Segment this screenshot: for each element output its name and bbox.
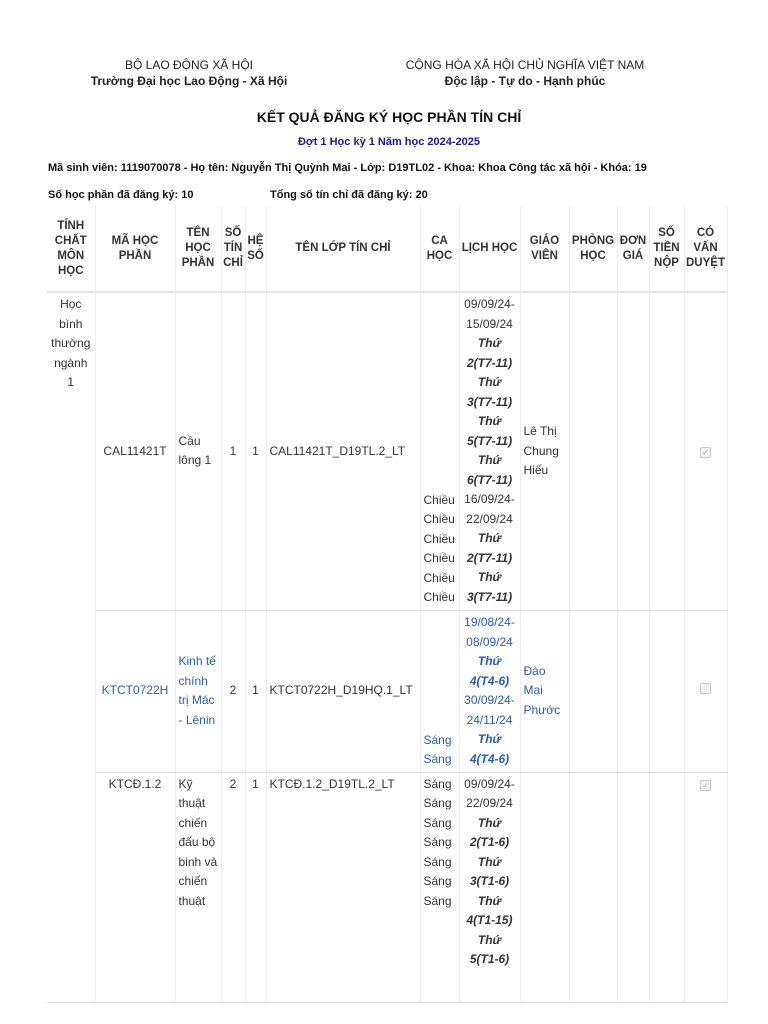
col-class: TÊN LỚP TÍN CHỈ [266,206,420,292]
course-code: CAL11421T [95,292,175,610]
schedule-line: 15/09/24 [466,316,513,331]
shift-item: Chiều [423,551,455,565]
schedule-line: 2(T1-6) [469,835,510,849]
nature-group-cell: Học bình thường ngành 1 [47,292,95,1002]
col-paid: SỐ TIỀN NỘP [649,206,684,292]
shift-item: Chiều [423,512,455,526]
shift-item: Chiều [423,531,455,546]
page-title: KẾT QUẢ ĐĂNG KÝ HỌC PHẦN TÍN CHỈ [256,109,522,125]
col-nature: TÍNH CHẤT MÔN HỌC [47,206,95,292]
university-name: Trường Đại học Lao Động - Xã Hội [90,74,288,88]
shift-cell [420,772,459,1002]
teacher-name [520,772,569,1002]
col-approved: CÓ VẤN DUYỆT [684,206,727,292]
ministry-header [76,58,302,90]
table-header-row [47,206,727,292]
country-header [384,58,666,90]
schedule-line: 4(T1-15) [466,913,513,927]
schedule-line: 5(T1-6) [469,952,510,966]
schedule-line: 2(T7-11) [466,550,513,565]
schedule-line: 22/09/24 [466,796,513,810]
schedule-cell [459,610,520,772]
shift-item: Sáng [423,732,452,747]
schedule-line: 08/09/24 [466,634,513,649]
paid-cell [649,772,684,1002]
schedule-line: 16/09/24- [464,492,515,507]
schedule-line: Thứ [477,732,502,746]
shift-cell [420,292,459,610]
page-subtitle: Đợt 1 Học kỳ 1 Năm học 2024-2025 [297,136,481,148]
col-name: TÊN HỌC PHẦN [175,206,221,292]
approved-cell [684,772,727,1002]
paid-cell [649,292,684,610]
class-name: KTCĐ.1.2_D19TL.2_LT [266,772,420,1002]
shift-item: Sáng [423,835,452,849]
price-cell [617,610,649,772]
schedule-line: Thứ [477,531,502,546]
schedule-line: 24/11/24 [466,712,513,727]
course-name: Cầu lông 1 [175,292,221,610]
schedule-line: Thứ [477,336,502,351]
schedule-line: Thứ [477,375,502,390]
schedule-line: 4(T4-6) [469,751,510,766]
price-cell [617,772,649,1002]
room-cell [569,772,617,1002]
room-cell [569,292,617,610]
paid-cell [649,610,684,772]
country-name: CỘNG HÒA XÃ HỘI CHỦ NGHĨA VIỆT NAM [405,58,645,72]
schedule-line: 09/09/24- [464,776,515,791]
shift-item: Chiều [423,570,455,585]
schedule-line: 19/08/24- [464,615,515,629]
schedule-line: Thứ [477,570,502,585]
price-cell [617,292,649,610]
course-credits: 2 [221,772,245,1002]
approved-checkbox[interactable]: ✓ [700,780,711,791]
schedule-line: Thứ [477,893,502,908]
col-shift: CA HỌC [420,206,459,292]
shift-item: Sáng [423,874,452,888]
schedule-line: 30/09/24- [464,693,515,707]
schedule-line: 6(T7-11) [466,472,513,487]
table-row [47,772,727,1002]
shift-cell [420,610,459,772]
registered-courses-count: Số học phần đã đăng ký: 10 [48,189,194,201]
class-name: CAL11421T_D19TL.2_LT [266,292,420,610]
schedule-line: 3(T7-11) [466,394,513,409]
course-credits: 1 [221,292,245,610]
shift-item: Sáng [423,752,452,766]
schedule-cell [459,772,520,1002]
room-cell [569,610,617,772]
ministry-name: BỘ LAO ĐỘNG XÃ HỘI [124,58,254,72]
col-teacher: GIÁO VIÊN [520,206,569,292]
course-name[interactable]: Kinh tế chính trị Mác - Lênin [175,610,221,772]
approved-cell [684,292,727,610]
course-coef: 1 [245,292,266,610]
schedule-line: Thứ [477,453,502,468]
course-code: KTCĐ.1.2 [95,772,175,1002]
course-name: Kỹ thuật chiến đấu bộ binh và chiến thuật [175,772,221,1002]
col-price: ĐƠN GIÁ [617,206,649,292]
schedule-line: Thứ [477,932,502,947]
teacher-name: Lê Thị Chung Hiếu [520,292,569,610]
registration-counts [48,189,428,201]
shift-item: Sáng [423,815,452,830]
table-row [47,610,727,772]
schedule-line: 22/09/24 [466,511,513,526]
course-coef: 1 [245,610,266,772]
total-credits-count: Tổng số tín chỉ đã đăng ký: 20 [270,189,428,201]
schedule-line: Thứ [477,815,502,830]
schedule-line: 09/09/24- [464,297,515,312]
shift-item: Sáng [423,776,452,791]
table-row [47,292,727,610]
approved-checkbox[interactable] [700,683,711,694]
schedule-line: Thứ [477,854,502,869]
shift-item: Sáng [423,893,452,908]
registration-table [47,206,728,1003]
schedule-cell [459,292,520,610]
col-coef: HỆ SỐ [245,206,266,292]
col-room: PHÒNG HỌC [569,206,617,292]
schedule-line: 3(T7-11) [466,589,513,604]
teacher-name: Đào Mai Phước [520,610,569,772]
schedule-line: 5(T7-11) [466,433,513,448]
shift-item: Chiều [423,492,455,507]
schedule-line: Thứ [477,654,502,668]
shift-item: Sáng [423,854,452,869]
motto: Độc lập - Tự do - Hạnh phúc [444,74,606,88]
shift-item: Chiều [423,590,455,604]
course-credits: 2 [221,610,245,772]
schedule-line: 3(T1-6) [469,874,510,888]
col-code: MÃ HỌC PHẦN [95,206,175,292]
col-credits: SỐ TÍN CHỈ [221,206,245,292]
approved-cell [684,610,727,772]
approved-checkbox[interactable]: ✓ [700,447,711,458]
course-coef: 1 [245,772,266,1002]
col-schedule: LỊCH HỌC [459,206,520,292]
shift-item: Sáng [423,796,452,810]
schedule-line: 4(T4-6) [469,673,510,688]
schedule-line: Thứ [477,414,502,429]
class-name: KTCT0722H_D19HQ.1_LT [266,610,420,772]
schedule-line: 2(T7-11) [466,355,513,370]
student-info: Mã sinh viên: 1119070078 - Họ tên: Nguyễn Thị Quỳnh Mai - Lớp: D19TL02 - Khoa: Khoa Công tác xã hội - Khóa: 19 [48,162,647,174]
course-code[interactable]: KTCT0722H [95,610,175,772]
